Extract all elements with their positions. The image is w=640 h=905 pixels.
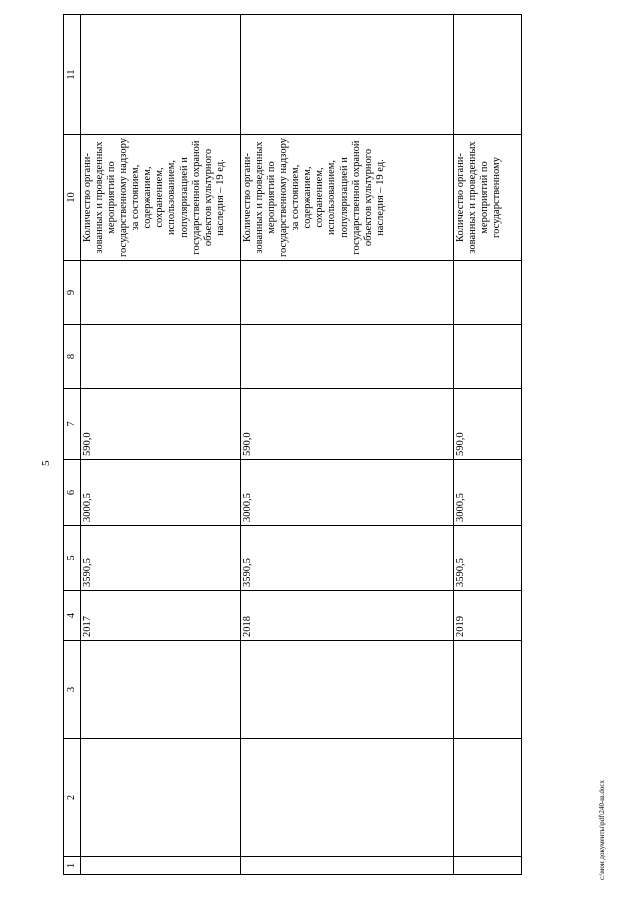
federal-cell: 3000,5	[241, 460, 454, 526]
regional-cell: 590,0	[241, 389, 454, 460]
page-number: 5	[40, 460, 52, 466]
total-cell: 3590,5	[454, 526, 522, 591]
col-header-6: 6	[64, 460, 81, 526]
col-header-9: 9	[64, 261, 81, 325]
file-path-footer: c:\мои документы\pdf\240-ш.docx	[598, 779, 606, 880]
col-header-1: 1	[64, 857, 81, 875]
header-row	[64, 15, 81, 875]
total-cell: 3590,5	[241, 526, 454, 591]
col-header-11: 11	[64, 15, 81, 135]
col-header-2: 2	[64, 739, 81, 857]
regional-cell: 590,0	[81, 389, 241, 460]
indicator-cell: Количество органи-зованных и проведенных мероприятий по государственному	[454, 135, 522, 261]
table-row	[81, 15, 241, 875]
indicator-cell: Количество органи-зованных и проведенных мероприятий по государственному надзору за состоянием, содержанием, сохранением, использованием, популяризацией и государственной охраной объектов культурного наследия – 19 ед.	[81, 135, 241, 261]
col-header-7: 7	[64, 389, 81, 460]
col-header-8: 8	[64, 325, 81, 389]
federal-cell: 3000,5	[454, 460, 522, 526]
col-header-3: 3	[64, 641, 81, 739]
col-header-5: 5	[64, 526, 81, 591]
indicator-cell: Количество органи-зованных и проведенных мероприятий по государственному надзору за состоянием, содержанием, сохранением, использованием, популяризацией и государственной охраной объектов культурного наследия – 19 ед.	[241, 135, 454, 261]
total-cell: 3590,5	[81, 526, 241, 591]
regional-cell: 590,0	[454, 389, 522, 460]
year-cell: 2017	[81, 591, 241, 641]
year-cell: 2019	[454, 591, 522, 641]
col-header-4: 4	[64, 591, 81, 641]
table-row	[241, 15, 454, 875]
col-header-10: 10	[64, 135, 81, 261]
federal-cell: 3000,5	[81, 460, 241, 526]
program-table	[63, 14, 522, 875]
year-cell: 2018	[241, 591, 454, 641]
table-row	[454, 15, 522, 875]
rotated-table-container	[63, 15, 578, 875]
